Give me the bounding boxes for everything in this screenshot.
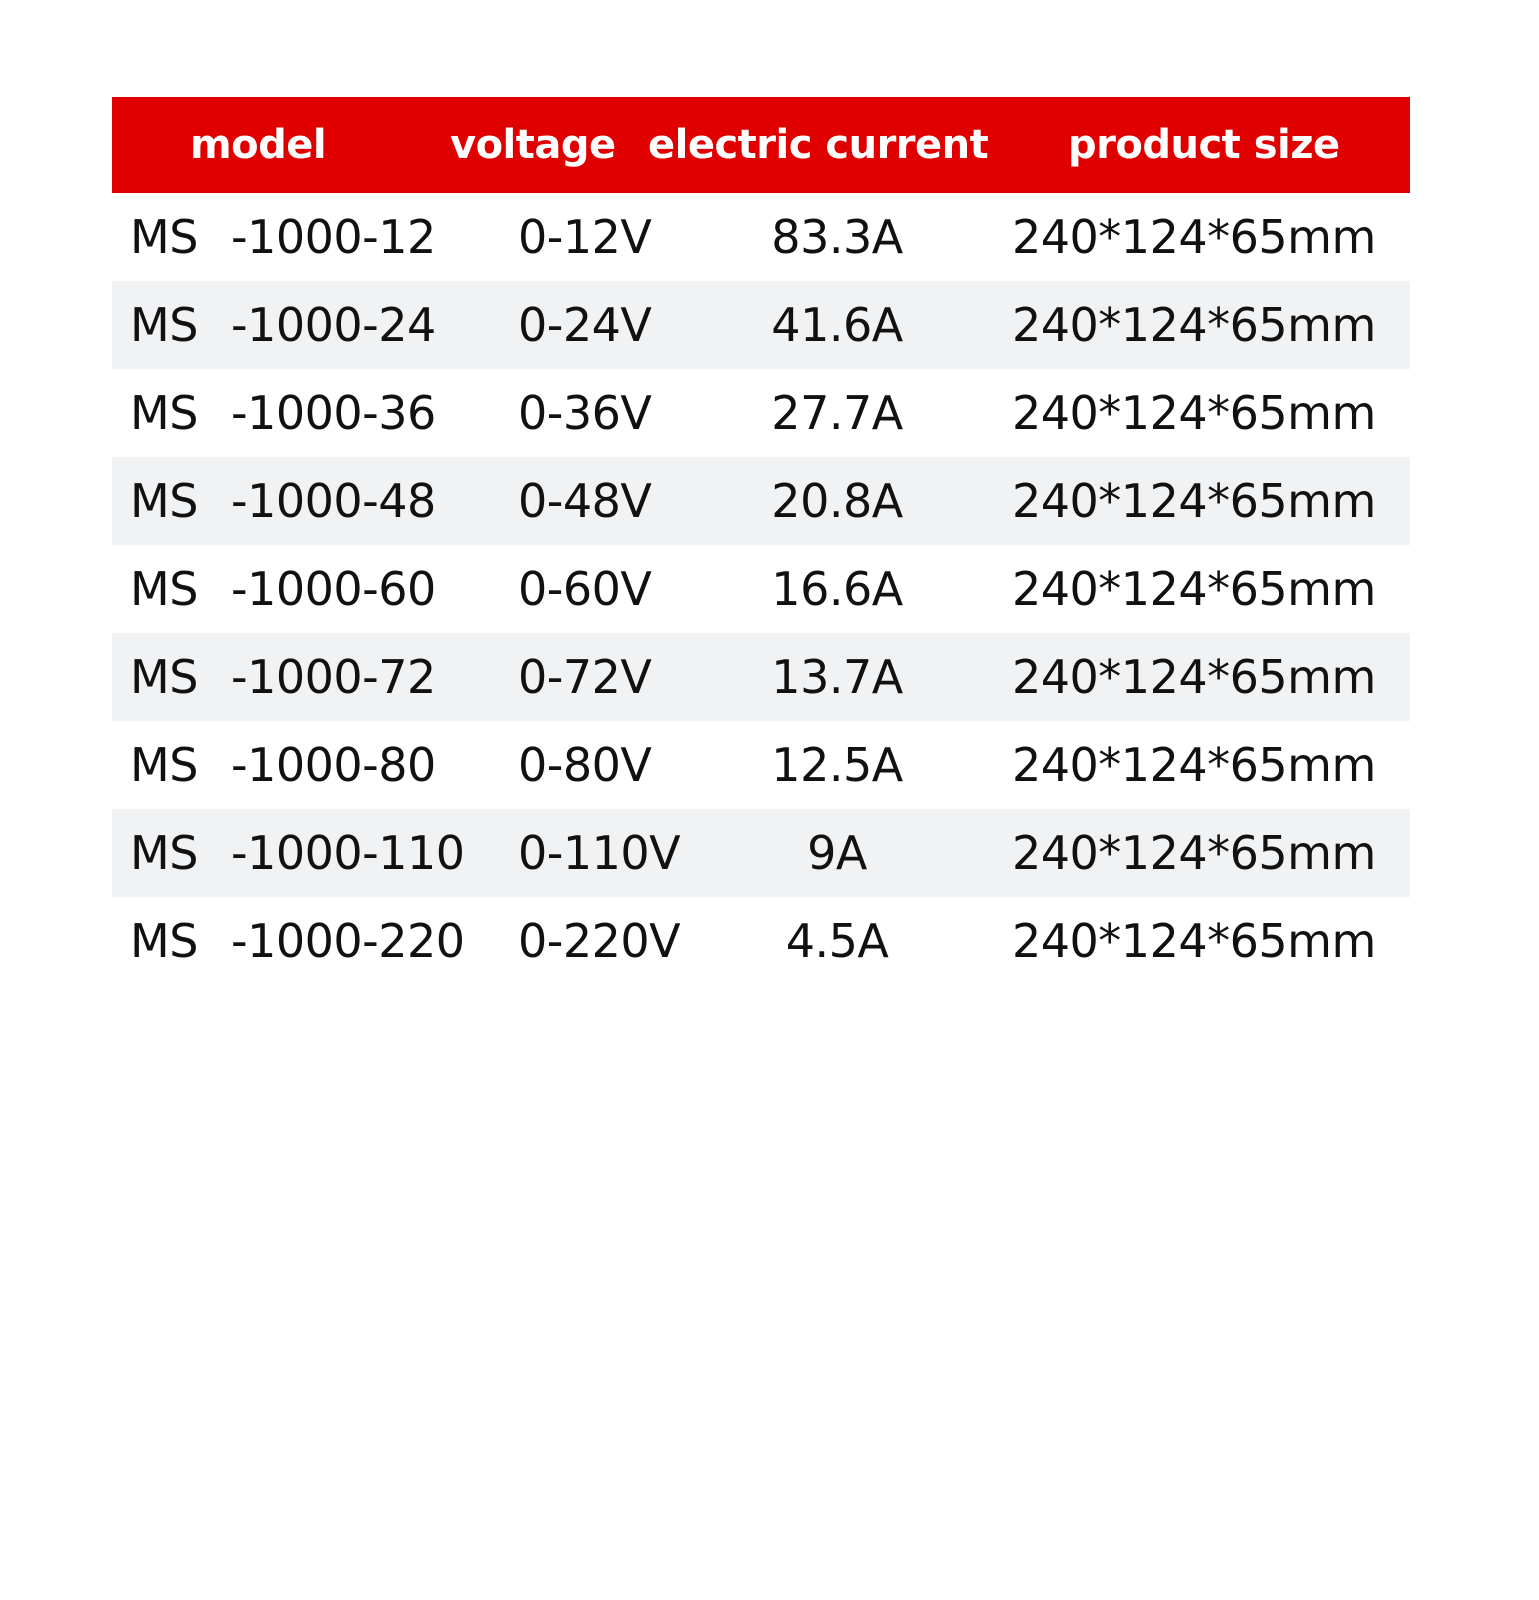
model-prefix: MS — [130, 298, 198, 352]
table-row — [112, 457, 1410, 545]
spec-table — [112, 97, 1410, 985]
size-value: 240*124*65mm — [1012, 474, 1376, 528]
size-value: 240*124*65mm — [1012, 386, 1376, 440]
current-value: 27.7A — [771, 386, 903, 440]
current-value: 12.5A — [771, 738, 903, 792]
model-code: -1000-80 — [231, 738, 436, 792]
size-value: 240*124*65mm — [1012, 650, 1376, 704]
size-value: 240*124*65mm — [1012, 210, 1376, 264]
header-electric-current: electric current — [648, 122, 989, 168]
size-value: 240*124*65mm — [1012, 738, 1376, 792]
voltage-value: 0-48V — [518, 474, 652, 528]
current-value: 41.6A — [771, 298, 903, 352]
header-product-size: product size — [1068, 122, 1340, 168]
size-value: 240*124*65mm — [1012, 298, 1376, 352]
model-prefix: MS — [130, 826, 198, 880]
voltage-value: 0-24V — [518, 298, 652, 352]
model-code: -1000-48 — [231, 474, 436, 528]
model-prefix: MS — [130, 210, 198, 264]
voltage-value: 0-80V — [518, 738, 652, 792]
header-voltage: voltage — [450, 122, 616, 168]
model-code: -1000-220 — [231, 914, 465, 968]
table-row — [112, 193, 1410, 281]
current-value: 13.7A — [771, 650, 903, 704]
voltage-value: 0-220V — [518, 914, 681, 968]
voltage-value: 0-36V — [518, 386, 652, 440]
model-prefix: MS — [130, 738, 198, 792]
table-row — [112, 721, 1410, 809]
voltage-value: 0-60V — [518, 562, 652, 616]
header-model: model — [190, 122, 327, 168]
table-header — [112, 97, 1410, 193]
model-prefix: MS — [130, 650, 198, 704]
current-value: 16.6A — [771, 562, 903, 616]
model-code: -1000-72 — [231, 650, 436, 704]
model-code: -1000-36 — [231, 386, 436, 440]
table-row — [112, 633, 1410, 721]
voltage-value: 0-110V — [518, 826, 681, 880]
voltage-value: 0-72V — [518, 650, 652, 704]
model-code: -1000-12 — [231, 210, 436, 264]
current-value: 20.8A — [771, 474, 903, 528]
current-value: 83.3A — [771, 210, 903, 264]
table-row — [112, 809, 1410, 897]
model-code: -1000-110 — [231, 826, 465, 880]
table-row — [112, 897, 1410, 985]
table-row — [112, 545, 1410, 633]
model-code: -1000-60 — [231, 562, 436, 616]
table-row — [112, 281, 1410, 369]
model-code: -1000-24 — [231, 298, 436, 352]
model-prefix: MS — [130, 474, 198, 528]
size-value: 240*124*65mm — [1012, 562, 1376, 616]
size-value: 240*124*65mm — [1012, 826, 1376, 880]
model-prefix: MS — [130, 562, 198, 616]
current-value: 4.5A — [785, 914, 889, 968]
current-value: 9A — [807, 826, 867, 880]
model-prefix: MS — [130, 914, 198, 968]
model-prefix: MS — [130, 386, 198, 440]
size-value: 240*124*65mm — [1012, 914, 1376, 968]
voltage-value: 0-12V — [518, 210, 652, 264]
table-row — [112, 369, 1410, 457]
